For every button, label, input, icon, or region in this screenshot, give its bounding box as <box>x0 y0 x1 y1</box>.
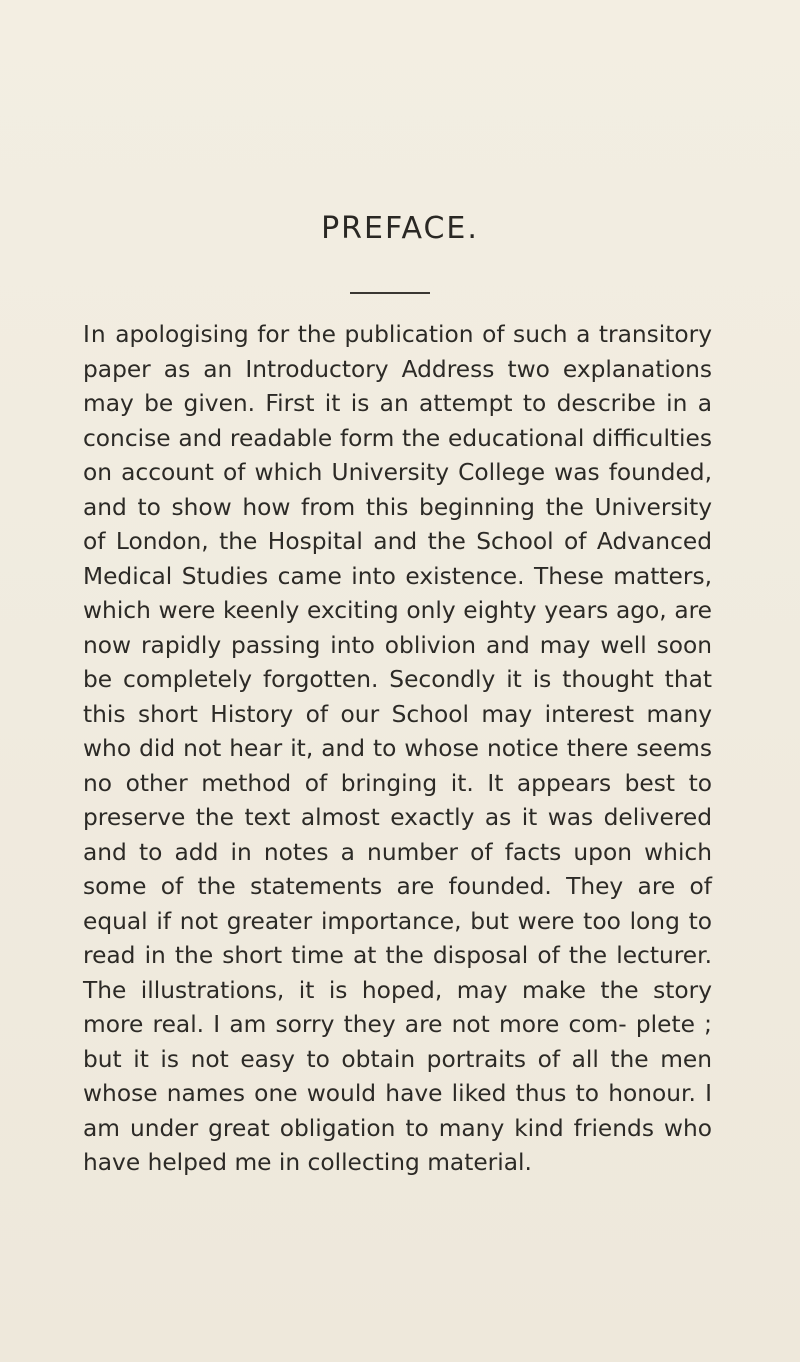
preface-paragraph <box>83 318 712 1181</box>
title-divider <box>350 292 430 294</box>
page-title: PREFACE. <box>321 211 479 246</box>
drop-word: In <box>83 321 107 348</box>
preface-body <box>83 318 712 1181</box>
preface-text: apologising for the publication of such a transitory paper as an Introductory Address two explanations may be given. First it is an attempt to describe in a concise and readable form the educational difficulties on account of which University College was founded, and to show how from this beginning the University of London, the Hospital and the School of Advanced Medical Studies came into existence. These matters, which were keenly exciting only eighty years ago, are now rapidly passing into oblivion and may well soon be completely forgotten. Secondly it is thought that this short History of our School may interest many who did not hear it, and to whose notice there seems no other method of bringing it. It appears best to preserve the text almost exactly as it was delivered and to add in notes a number of facts upon which some of the statements are founded. They are of equal if not greater importance, but were too long to read in the short time at the disposal of the lecturer. The illustrations, it is hoped, may make the story more real. I am sorry they are not more com- plete ; but it is not easy to obtain portraits of all the men whose names one would have liked thus to honour. I am under great obligation to many kind friends who have helped me in collecting material. <box>83 321 712 1176</box>
